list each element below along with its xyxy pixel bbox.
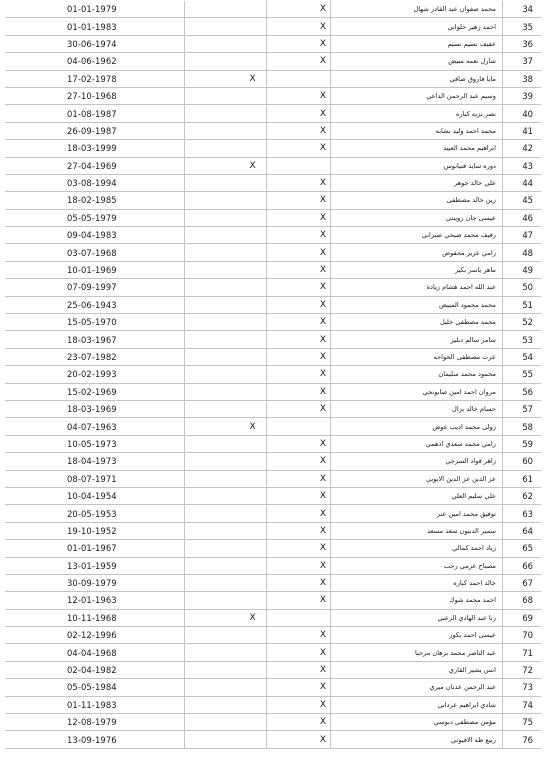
female-mark-cell	[185, 366, 266, 383]
birth-date-cell: 25-06-1943	[5, 296, 185, 313]
name-cell: عيسى جان زوينتي	[330, 209, 502, 226]
row-number-cell: 35	[502, 18, 541, 35]
female-mark-cell	[185, 505, 266, 522]
birth-date-cell: 19-10-1952	[5, 522, 185, 539]
name-cell: عبد الرحمن عدنان ميري	[330, 679, 502, 696]
table-row	[5, 435, 541, 452]
male-mark-cell: X	[266, 661, 330, 678]
male-mark-cell	[266, 609, 330, 626]
female-mark-cell	[185, 35, 266, 52]
female-mark-cell	[185, 592, 266, 609]
female-mark-cell	[185, 192, 266, 209]
birth-date-cell: 18-03-1969	[5, 400, 185, 417]
birth-date-cell: 13-09-1976	[5, 731, 185, 748]
row-number-cell: 63	[502, 505, 541, 522]
birth-date-cell: 20-02-1993	[5, 366, 185, 383]
male-mark-cell: X	[266, 644, 330, 661]
female-mark-cell	[185, 574, 266, 591]
row-number-cell: 51	[502, 296, 541, 313]
birth-date-cell: 04-06-1962	[5, 53, 185, 70]
female-mark-cell	[185, 314, 266, 331]
male-mark-cell: X	[266, 227, 330, 244]
table-row	[5, 1, 541, 18]
birth-date-cell: 23-07-1982	[5, 348, 185, 365]
male-mark-cell: X	[266, 296, 330, 313]
male-mark-cell: X	[266, 522, 330, 539]
row-number-cell: 59	[502, 435, 541, 452]
birth-date-cell: 18-04-1973	[5, 453, 185, 470]
female-mark-cell	[185, 140, 266, 157]
female-mark-cell	[185, 435, 266, 452]
row-number-cell: 55	[502, 366, 541, 383]
name-cell: حسام خالد بزال	[330, 400, 502, 417]
birth-date-cell: 01-11-1983	[5, 696, 185, 713]
table-row	[5, 696, 541, 713]
table-row	[5, 453, 541, 470]
table-row	[5, 522, 541, 539]
birth-date-cell: 09-04-1983	[5, 227, 185, 244]
row-number-cell: 67	[502, 574, 541, 591]
male-mark-cell: X	[266, 279, 330, 296]
birth-date-cell: 27-04-1969	[5, 157, 185, 174]
name-cell: مروان احمد امين صابونجي	[330, 383, 502, 400]
male-mark-cell	[266, 70, 330, 87]
birth-date-cell: 04-04-1968	[5, 644, 185, 661]
male-mark-cell: X	[266, 540, 330, 557]
table-row	[5, 679, 541, 696]
row-number-cell: 46	[502, 209, 541, 226]
female-mark-cell	[185, 87, 266, 104]
male-mark-cell: X	[266, 592, 330, 609]
male-mark-cell: X	[266, 348, 330, 365]
female-mark-cell	[185, 1, 266, 18]
name-cell: رفيف محمد صبحي صبراني	[330, 227, 502, 244]
male-mark-cell: X	[266, 174, 330, 191]
name-cell: عيسى احمد بكور	[330, 627, 502, 644]
birth-date-cell: 01-08-1987	[5, 105, 185, 122]
birth-date-cell: 12-01-1963	[5, 592, 185, 609]
name-cell: عبد الناصر محمد برهان مرحبا	[330, 644, 502, 661]
birth-date-cell: 20-05-1953	[5, 505, 185, 522]
female-mark-cell	[185, 383, 266, 400]
birth-date-cell: 02-04-1982	[5, 661, 185, 678]
birth-date-cell: 10-04-1954	[5, 487, 185, 504]
table-row	[5, 122, 541, 139]
male-mark-cell: X	[266, 557, 330, 574]
table-row	[5, 557, 541, 574]
birth-date-cell: 10-05-1973	[5, 435, 185, 452]
row-number-cell: 74	[502, 696, 541, 713]
male-mark-cell: X	[266, 505, 330, 522]
name-cell: مؤمن مصطفى دبوسي	[330, 714, 502, 731]
male-mark-cell: X	[266, 331, 330, 348]
name-cell: احمد محمد شوك	[330, 592, 502, 609]
male-mark-cell: X	[266, 627, 330, 644]
male-mark-cell: X	[266, 35, 330, 52]
female-mark-cell	[185, 470, 266, 487]
female-mark-cell	[185, 679, 266, 696]
birth-date-cell: 03-07-1968	[5, 244, 185, 261]
female-mark-cell	[185, 105, 266, 122]
name-cell: محمد مصطفى خليل	[330, 314, 502, 331]
female-mark-cell	[185, 540, 266, 557]
row-number-cell: 50	[502, 279, 541, 296]
name-cell: علي خالد جوهر	[330, 174, 502, 191]
birth-date-cell: 13-01-1959	[5, 557, 185, 574]
name-cell: رولى محمد اديب عوض	[330, 418, 502, 435]
row-number-cell: 34	[502, 1, 541, 18]
register-table	[5, 1, 541, 749]
female-mark-cell	[185, 453, 266, 470]
female-mark-cell	[185, 261, 266, 278]
table-row	[5, 331, 541, 348]
name-cell: عبد الله احمد هشام زيادة	[330, 279, 502, 296]
table-row	[5, 279, 541, 296]
female-mark-cell	[185, 296, 266, 313]
table-row	[5, 627, 541, 644]
table-row	[5, 661, 541, 678]
table-row	[5, 348, 541, 365]
female-mark-cell	[185, 714, 266, 731]
male-mark-cell	[266, 157, 330, 174]
name-cell: محمد صفوان عبد القادر شهال	[330, 1, 502, 18]
name-cell: علي سليم العلي	[330, 487, 502, 504]
birth-date-cell: 15-02-1969	[5, 383, 185, 400]
name-cell: وسيم عبد الرحمن الداعي	[330, 87, 502, 104]
birth-date-cell: 05-05-1984	[5, 679, 185, 696]
table-row	[5, 70, 541, 87]
female-mark-cell	[185, 279, 266, 296]
name-cell: محمود محمد سليمان	[330, 366, 502, 383]
name-cell: شادي ابراهيم عرداني	[330, 696, 502, 713]
name-cell: سمير الدنبون سعد مسعد	[330, 522, 502, 539]
male-mark-cell: X	[266, 87, 330, 104]
male-mark-cell: X	[266, 383, 330, 400]
table-row	[5, 609, 541, 626]
male-mark-cell: X	[266, 714, 330, 731]
name-cell: دوره سايد فتيانوس	[330, 157, 502, 174]
male-mark-cell: X	[266, 731, 330, 748]
name-cell: مايا فاروق صافي	[330, 70, 502, 87]
name-cell: محمد احمد وليد نشابه	[330, 122, 502, 139]
birth-date-cell: 10-11-1968	[5, 609, 185, 626]
female-mark-cell	[185, 53, 266, 70]
register-rows	[5, 1, 541, 748]
table-row	[5, 192, 541, 209]
row-number-cell: 62	[502, 487, 541, 504]
table-row	[5, 366, 541, 383]
table-row	[5, 418, 541, 435]
row-number-cell: 56	[502, 383, 541, 400]
table-row	[5, 140, 541, 157]
table-row	[5, 174, 541, 191]
table-row	[5, 383, 541, 400]
female-mark-cell: X	[185, 609, 266, 626]
row-number-cell: 65	[502, 540, 541, 557]
name-cell: انس بشير القاري	[330, 661, 502, 678]
female-mark-cell	[185, 644, 266, 661]
table-row	[5, 314, 541, 331]
male-mark-cell: X	[266, 192, 330, 209]
name-cell: شارل نعمه مبيض	[330, 53, 502, 70]
birth-date-cell: 01-01-1983	[5, 18, 185, 35]
male-mark-cell	[266, 418, 330, 435]
male-mark-cell: X	[266, 140, 330, 157]
row-number-cell: 68	[502, 592, 541, 609]
name-cell: ابراهيم محمد العبيد	[330, 140, 502, 157]
birth-date-cell: 05-05-1979	[5, 209, 185, 226]
row-number-cell: 64	[502, 522, 541, 539]
row-number-cell: 70	[502, 627, 541, 644]
female-mark-cell	[185, 522, 266, 539]
name-cell: خالد احمد كباره	[330, 574, 502, 591]
name-cell: رامي عزيز محفوض	[330, 244, 502, 261]
table-row	[5, 731, 541, 748]
male-mark-cell: X	[266, 400, 330, 417]
birth-date-cell: 18-03-1967	[5, 331, 185, 348]
male-mark-cell: X	[266, 244, 330, 261]
row-number-cell: 66	[502, 557, 541, 574]
table-row	[5, 105, 541, 122]
table-row	[5, 53, 541, 70]
row-number-cell: 36	[502, 35, 541, 52]
name-cell: عزت مصطفى الخواجه	[330, 348, 502, 365]
birth-date-cell: 12-08-1979	[5, 714, 185, 731]
birth-date-cell: 01-01-1967	[5, 540, 185, 557]
table-row	[5, 18, 541, 35]
table-row	[5, 644, 541, 661]
female-mark-cell	[185, 627, 266, 644]
name-cell: زاهر فواد السرجي	[330, 453, 502, 470]
table-row	[5, 714, 541, 731]
table-row	[5, 157, 541, 174]
female-mark-cell	[185, 487, 266, 504]
male-mark-cell: X	[266, 261, 330, 278]
female-mark-cell	[185, 661, 266, 678]
female-mark-cell	[185, 227, 266, 244]
row-number-cell: 45	[502, 192, 541, 209]
row-number-cell: 49	[502, 261, 541, 278]
birth-date-cell: 03-08-1994	[5, 174, 185, 191]
birth-date-cell: 17-02-1978	[5, 70, 185, 87]
name-cell: عفيف نسيم نسيم	[330, 35, 502, 52]
male-mark-cell: X	[266, 574, 330, 591]
table-row	[5, 505, 541, 522]
male-mark-cell: X	[266, 470, 330, 487]
table-row	[5, 296, 541, 313]
row-number-cell: 41	[502, 122, 541, 139]
row-number-cell: 44	[502, 174, 541, 191]
birth-date-cell: 02-12-1996	[5, 627, 185, 644]
name-cell: زين خالد مصطفى	[330, 192, 502, 209]
female-mark-cell	[185, 331, 266, 348]
name-cell: رنا عبد الهادي الزعبي	[330, 609, 502, 626]
birth-date-cell: 04-07-1963	[5, 418, 185, 435]
row-number-cell: 73	[502, 679, 541, 696]
table-row	[5, 227, 541, 244]
table-row	[5, 35, 541, 52]
table-row	[5, 400, 541, 417]
birth-date-cell: 01-01-1979	[5, 1, 185, 18]
male-mark-cell: X	[266, 314, 330, 331]
name-cell: ربيع طه الافيوني	[330, 731, 502, 748]
birth-date-cell: 15-05-1970	[5, 314, 185, 331]
birth-date-cell: 18-03-1999	[5, 140, 185, 157]
table-row	[5, 87, 541, 104]
male-mark-cell: X	[266, 366, 330, 383]
row-number-cell: 53	[502, 331, 541, 348]
row-number-cell: 71	[502, 644, 541, 661]
row-number-cell: 38	[502, 70, 541, 87]
male-mark-cell: X	[266, 1, 330, 18]
name-cell: مصباح عزمي رجب	[330, 557, 502, 574]
register-sheet	[5, 1, 541, 749]
row-number-cell: 43	[502, 157, 541, 174]
male-mark-cell: X	[266, 453, 330, 470]
female-mark-cell	[185, 244, 266, 261]
row-number-cell: 72	[502, 661, 541, 678]
birth-date-cell: 10-01-1969	[5, 261, 185, 278]
female-mark-cell	[185, 174, 266, 191]
female-mark-cell: X	[185, 70, 266, 87]
male-mark-cell: X	[266, 435, 330, 452]
row-number-cell: 40	[502, 105, 541, 122]
row-number-cell: 42	[502, 140, 541, 157]
name-cell: نصر نزيه كباره	[330, 105, 502, 122]
row-number-cell: 48	[502, 244, 541, 261]
female-mark-cell: X	[185, 418, 266, 435]
female-mark-cell	[185, 557, 266, 574]
name-cell: احمد زهير حلواني	[330, 18, 502, 35]
female-mark-cell: X	[185, 157, 266, 174]
name-cell: سامر سالم دبليز	[330, 331, 502, 348]
name-cell: توفيق محمد امين عنز	[330, 505, 502, 522]
row-number-cell: 60	[502, 453, 541, 470]
row-number-cell: 47	[502, 227, 541, 244]
birth-date-cell: 07-09-1997	[5, 279, 185, 296]
table-row	[5, 209, 541, 226]
row-number-cell: 37	[502, 53, 541, 70]
table-row	[5, 574, 541, 591]
female-mark-cell	[185, 731, 266, 748]
table-row	[5, 592, 541, 609]
male-mark-cell: X	[266, 679, 330, 696]
male-mark-cell: X	[266, 18, 330, 35]
male-mark-cell: X	[266, 53, 330, 70]
female-mark-cell	[185, 122, 266, 139]
name-cell: ماهر ياسر بكير	[330, 261, 502, 278]
row-number-cell: 58	[502, 418, 541, 435]
birth-date-cell: 18-02-1985	[5, 192, 185, 209]
table-row	[5, 470, 541, 487]
name-cell: رامي محمد سعدي ادهمي	[330, 435, 502, 452]
table-row	[5, 487, 541, 504]
table-row	[5, 244, 541, 261]
female-mark-cell	[185, 348, 266, 365]
row-number-cell: 76	[502, 731, 541, 748]
female-mark-cell	[185, 696, 266, 713]
name-cell: زياد احمد كمالي	[330, 540, 502, 557]
name-cell: عز الدين عز الدين الايوبي	[330, 470, 502, 487]
male-mark-cell: X	[266, 105, 330, 122]
female-mark-cell	[185, 18, 266, 35]
row-number-cell: 39	[502, 87, 541, 104]
row-number-cell: 75	[502, 714, 541, 731]
male-mark-cell: X	[266, 122, 330, 139]
birth-date-cell: 30-06-1974	[5, 35, 185, 52]
table-row	[5, 261, 541, 278]
birth-date-cell: 27-10-1968	[5, 87, 185, 104]
row-number-cell: 69	[502, 609, 541, 626]
row-number-cell: 57	[502, 400, 541, 417]
birth-date-cell: 08-07-1971	[5, 470, 185, 487]
row-number-cell: 54	[502, 348, 541, 365]
birth-date-cell: 30-09-1979	[5, 574, 185, 591]
female-mark-cell	[185, 209, 266, 226]
name-cell: محمد محمود المبيض	[330, 296, 502, 313]
birth-date-cell: 26-09-1987	[5, 122, 185, 139]
female-mark-cell	[185, 400, 266, 417]
male-mark-cell: X	[266, 696, 330, 713]
male-mark-cell: X	[266, 487, 330, 504]
male-mark-cell: X	[266, 209, 330, 226]
table-row	[5, 540, 541, 557]
row-number-cell: 52	[502, 314, 541, 331]
row-number-cell: 61	[502, 470, 541, 487]
